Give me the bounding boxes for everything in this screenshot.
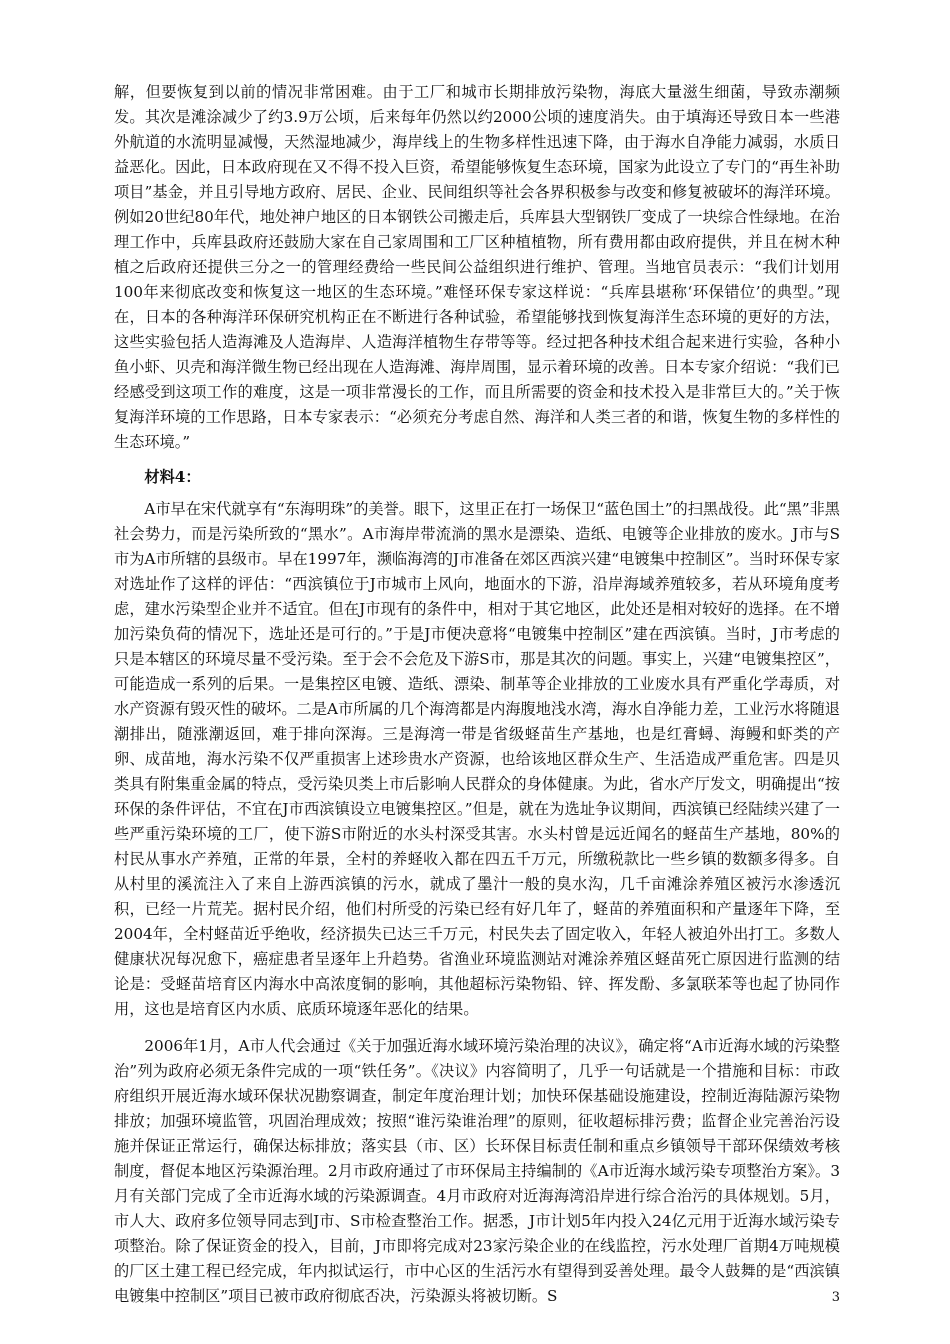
document-body [114,80,840,1309]
paragraph-2006-resolution: 2006年1月，A市人代会通过《关于加强近海水域环境污染治理的决议》，确定将“A市近海水域的污染整治”列为政府必须无条件完成的一项“铁任务”。《决议》内容简明了，几乎一句话就是一个措施和目标：市政府组织开展近海水域环保状况勘察调查，制定年度治理计划；加快环保基础设施建设，控制近海陆源污染物排放；加强环境监管，巩固治理成效；按照“谁污染谁治理”的原则，征收超标排污费；监督企业完善治污设施并保证正常运行，确保达标排放；落实县（市、区）长环保目标责任制和重点乡镇领导干部环保绩效考核制度，督促本地区污染源治理。2月市政府通过了市环保局主持编制的《A市近海水域污染专项整治方案》。3月有关部门完成了全市近海水域的污染源调查。4月市政府对近海海湾沿岸进行综合治污的具体规划。5月，市人大、政府多位领导同志到J市、S市检查整治工作。据悉，J市计划5年内投入24亿元用于近海水域污染专项整治。除了保证资金的投入，目前，J市即将完成对23家污染企业的在线监控，污水处理厂首期4万吨规模的厂区土建工程已经完成，年内拟试运行，市中心区的生活污水有望得到妥善处理。最令人鼓舞的是“西滨镇电镀集中控制区”项目已被市政府彻底否决，污染源头将被切断。S [114,1037,840,1305]
page-number: 3 [831,1290,840,1305]
section-heading-material-4: 材料4： [144,468,201,486]
paragraph-material-4: A市早在宋代就享有“东海明珠”的美誉。眼下，这里正在打一场保卫“蓝色国土”的扫黑战役。此“黑”非黑社会势力，而是污染所致的“黑水”。A市海岸带流淌的黑水是漂染、造纸、电镀等企业排放的废水。J市与S市为A市所辖的县级市。早在1997年，濒临海湾的J市准备在郊区西滨兴建“电镀集中控制区”。当时环保专家对选址作了这样的评估：“西滨镇位于J市城市上风向，地面水的下游，沿岸海域养殖较多，若从环境角度考虑，建水污染型企业并不适宜。但在J市现有的条件中，相对于其它地区，此处还是相对较好的选择。在不增加污染负荷的情况下，选址还是可行的。”于是J市便决意将“电镀集中控制区”建在西滨镇。当时，J市考虑的只是本辖区的环境尽量不受污染。至于会不会危及下游S市，那是其次的问题。事实上，兴建“电镀集控区”，可能造成一系列的后果。一是集控区电镀、造纸、漂染、制革等企业排放的工业废水具有严重化学毒质，对水产资源有毁灭性的破坏。二是A市所属的几个海湾都是内海腹地浅水湾，海水自净能力差，工业污水将随退潮排出，随涨潮返回，难于排向深海。三是海湾一带是省级蛏苗生产基地，也是红膏蟳、海鳗和虾类的产卵、成苗地，海水污染不仅严重损害上述珍贵水产资源，也给该地区群众生产、生活造成严重危害。四是贝类具有附集重金属的特点，受污染贝类上市后影响人民群众的身体健康。为此，省水产厅发文，明确提出“按环保的条件评估，不宜在J市西滨镇设立电镀集控区。”但是，就在为选址争议期间，西滨镇已经陆续兴建了一些严重污染环境的工厂，使下游S市附近的水头村深受其害。水头村曾是远近闻名的蛏苗生产基地，80%的村民从事水产养殖，正常的年景，全村的养蛏收入都在四五千万元，所缴税款比一些乡镇的数额多得多。自从村里的溪流注入了来自上游西滨镇的污水，就成了墨汁一般的臭水沟，几千亩滩涂养殖区被污水渗透沉积，已经一片荒芜。据村民介绍，他们村所受的污染已经有好几年了，蛏苗的养殖面积和产量逐年下降，至2004年，全村蛏苗近乎绝收，经济损失已达三千万元，村民失去了固定收入，年轻人被迫外出打工。多数人健康状况每况愈下，癌症患者呈逐年上升趋势。省渔业环境监测站对滩涂养殖区蛏苗死亡原因进行监测的结论是：受蛏苗培育区内海水中高浓度铜的影响，其他超标污染物铅、锌、挥发酚、多氯联苯等也起了协同作用，这也是培育区内水质、底质环境逐年恶化的结果。 [114,500,840,1018]
paragraph-continued: 解，但要恢复到以前的情况非常困难。由于工厂和城市长期排放污染物，海底大量滋生细菌，导致赤潮频发。其次是滩涂减少了约3.9万公顷，后来每年仍然以约2000公顷的速度消失。由于填海还导致日本一些港外航道的水流明显减慢，天然湿地减少，海岸线上的生物多样性迅速下降，由于海水自净能力减弱，水质日益恶化。因此，日本政府现在又不得不投入巨资，希望能够恢复生态环境，国家为此设立了专门的“再生补助项目”基金，并且引导地方政府、居民、企业、民间组织等社会各界积极参与改变和修复被破坏的海洋环境。例如20世纪80年代，地处神户地区的日本钢铁公司搬走后，兵库县大型钢铁厂变成了一块综合性绿地。在治理工作中，兵库县政府还鼓励大家在自己家周围和工厂区种植植物，所有费用都由政府提供，并且在树木种植之后政府还提供三分之一的管理经费给一些民间公益组织进行维护、管理。当地官员表示：“我们计划用100年来彻底改变和恢复这一地区的生态环境。”难怪环保专家这样说：“兵库县堪称‘环保错位’的典型。”现在，日本的各种海洋环保研究机构正在不断进行各种试验，希望能够找到恢复海洋生态环境的更好的方法，这些实验包括人造海滩及人造海岸、人造海洋植物生存带等等。经过把各种技术组合起来进行实验，各种小鱼小虾、贝壳和海洋微生物已经出现在人造海滩、海岸周围，显示着环境的改善。日本专家介绍说：“我们已经感受到这项工作的难度，这是一项非常漫长的工作，而且所需要的资金和技术投入是非常巨大的。”关于恢复海洋环境的工作思路，日本专家表示：“必须充分考虑自然、海洋和人类三者的和谐，恢复生物的多样性的生态环境。” [114,83,840,451]
